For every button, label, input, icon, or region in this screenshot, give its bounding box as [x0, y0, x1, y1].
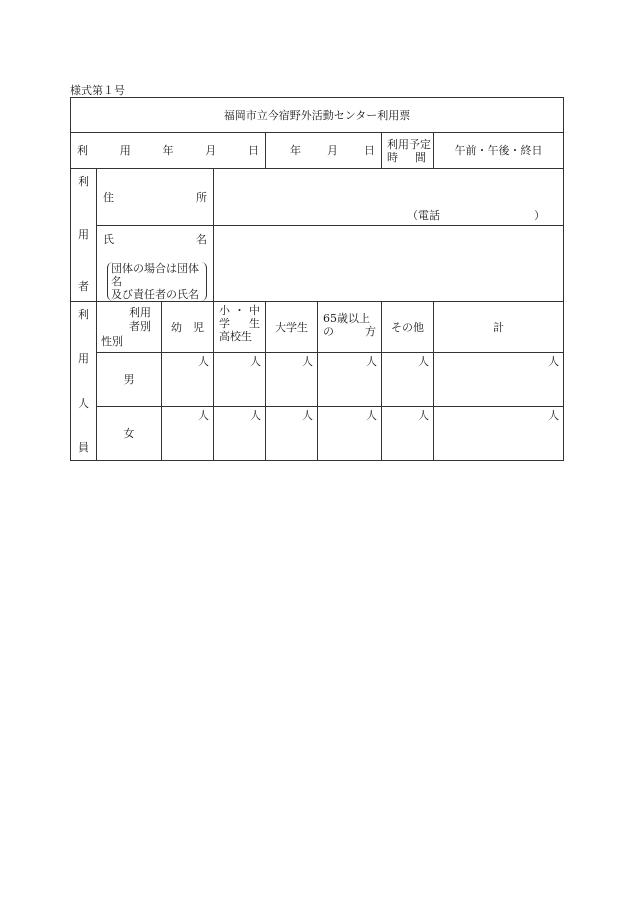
col-senior — [318, 302, 382, 353]
time-label-char: 予 — [409, 137, 420, 151]
usage-date-field[interactable] — [266, 133, 382, 169]
unit-label: 人 — [302, 355, 313, 368]
date-label-char: 用 — [119, 144, 131, 157]
col-other: その他 — [382, 302, 434, 353]
unit-label: 人 — [548, 355, 560, 368]
year-char: 年 — [290, 144, 301, 157]
date-row — [71, 133, 564, 169]
user-side-char: 用 — [78, 227, 89, 241]
female-university-field[interactable] — [266, 407, 318, 461]
female-school-field[interactable] — [214, 407, 266, 461]
unit-label: 人 — [250, 355, 261, 368]
date-label-char: 月 — [205, 144, 217, 157]
senior-char: 方 — [365, 325, 376, 338]
corner-mid: 者別 — [129, 320, 151, 333]
form-number: 様式第１号 — [70, 84, 125, 97]
address-field[interactable] — [214, 169, 564, 226]
form-title: 福岡市立今宿野外活動センター利用票 — [71, 98, 564, 133]
people-side-char: 利 — [78, 308, 89, 321]
name-char: 氏 — [103, 233, 114, 246]
time-label-char: 間 — [415, 150, 426, 164]
header-corner — [97, 302, 162, 353]
unit-label: 人 — [366, 409, 377, 422]
usage-form-table — [70, 97, 564, 461]
school-char: 中 — [249, 304, 260, 317]
date-label-char: 利 — [77, 144, 88, 157]
unit-label: 人 — [418, 355, 429, 368]
name-char: 名 — [196, 233, 207, 246]
date-label-char: 日 — [248, 144, 259, 157]
people-side-char: 人 — [78, 396, 89, 410]
address-char: 所 — [196, 190, 207, 204]
col-university: 大学生 — [266, 302, 318, 353]
female-infant-field[interactable] — [162, 407, 214, 461]
unit-label: 人 — [418, 409, 429, 422]
name-row — [71, 226, 564, 302]
school-char: 生 — [249, 317, 260, 330]
usage-date-label — [71, 133, 266, 169]
corner-top: 利用 — [129, 306, 151, 319]
male-row — [71, 353, 564, 407]
name-field[interactable] — [214, 226, 564, 302]
user-side-label — [71, 169, 97, 302]
address-char: 住 — [103, 190, 114, 204]
female-label: 女 — [97, 407, 162, 461]
school-char: 小 — [219, 304, 230, 317]
unit-label: 人 — [548, 409, 560, 422]
school-line3: 高校生 — [219, 330, 252, 343]
unit-label: 人 — [198, 409, 209, 422]
male-senior-field[interactable] — [318, 353, 382, 407]
col-total: 計 — [434, 302, 564, 353]
people-header-row — [71, 302, 564, 353]
date-label-char: 年 — [162, 144, 174, 157]
time-options-field[interactable]: 午前・午後・終日 — [434, 133, 564, 169]
male-label: 男 — [97, 353, 162, 407]
male-other-field[interactable] — [382, 353, 434, 407]
unit-label: 人 — [198, 355, 209, 368]
group-note-line: 団体の場合は団体名 — [111, 262, 199, 288]
scheduled-time-label — [382, 133, 434, 169]
senior-line1: 65歳以上 — [323, 312, 370, 325]
group-note — [107, 262, 207, 301]
female-other-field[interactable] — [382, 407, 434, 461]
user-side-char: 利 — [78, 175, 89, 188]
female-senior-field[interactable] — [318, 407, 382, 461]
phone-open: （電話 — [407, 209, 440, 222]
female-total-field[interactable] — [434, 407, 564, 461]
people-side-label — [71, 302, 97, 461]
unit-label: 人 — [250, 409, 261, 422]
address-row — [71, 169, 564, 226]
time-label-char: 時 — [387, 150, 398, 164]
time-label-char: 利 — [387, 137, 398, 151]
time-label-char: 定 — [420, 137, 431, 151]
senior-char: の — [323, 325, 334, 338]
school-char: 学 — [219, 317, 230, 330]
male-university-field[interactable] — [266, 353, 318, 407]
time-label-char: 用 — [398, 137, 409, 151]
month-char: 月 — [327, 144, 338, 157]
day-char: 日 — [364, 144, 375, 157]
col-school — [214, 302, 266, 353]
col-infant: 幼 児 — [162, 302, 214, 353]
user-side-char: 者 — [78, 280, 89, 293]
people-side-char: 用 — [78, 352, 89, 366]
female-row — [71, 407, 564, 461]
phone-close: ） — [534, 209, 546, 222]
name-label — [97, 226, 214, 302]
male-total-field[interactable] — [434, 353, 564, 407]
address-label — [97, 169, 214, 226]
school-char: ・ — [234, 304, 245, 317]
people-side-char: 員 — [78, 440, 89, 454]
unit-label: 人 — [366, 355, 377, 368]
male-infant-field[interactable] — [162, 353, 214, 407]
unit-label: 人 — [302, 409, 313, 422]
corner-bottom: 性別 — [101, 335, 123, 348]
title-row — [71, 98, 564, 133]
group-note-line: 及び責任者の氏名 — [111, 288, 199, 301]
male-school-field[interactable] — [214, 353, 266, 407]
